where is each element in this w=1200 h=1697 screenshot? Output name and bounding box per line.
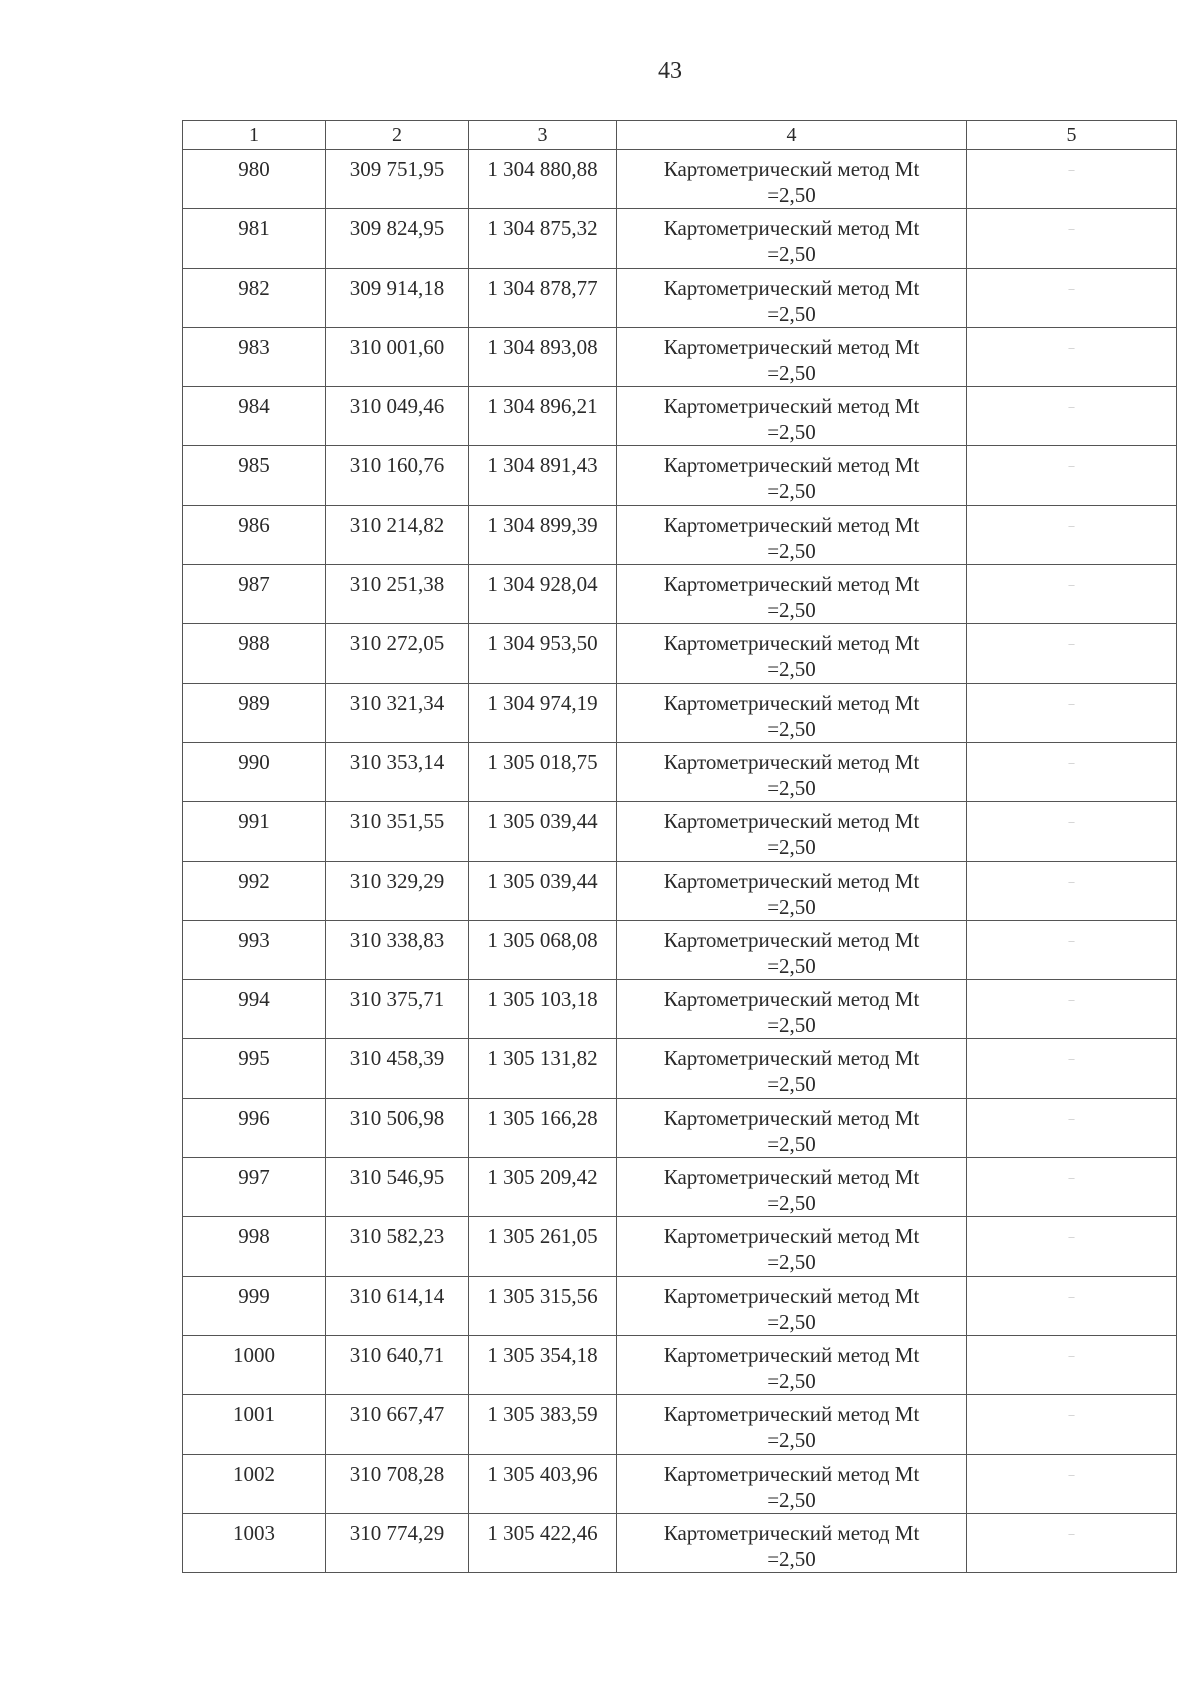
coordinate-y: 1 305 039,44 bbox=[469, 861, 617, 920]
method-accuracy: =2,50 bbox=[767, 1013, 816, 1038]
table-header bbox=[183, 121, 1177, 150]
coordinate-y: 1 305 261,05 bbox=[469, 1217, 617, 1276]
method-cell bbox=[617, 802, 967, 861]
coordinates-table bbox=[182, 120, 1177, 1573]
coordinate-y: 1 305 103,18 bbox=[469, 980, 617, 1039]
method-cell bbox=[617, 327, 967, 386]
note-cell: – bbox=[967, 1454, 1177, 1513]
method-label: Картометрический метод Mt bbox=[663, 216, 920, 241]
table-row bbox=[183, 1158, 1177, 1217]
coordinate-y: 1 305 354,18 bbox=[469, 1335, 617, 1394]
method-accuracy: =2,50 bbox=[767, 894, 816, 919]
method-cell bbox=[617, 1158, 967, 1217]
method-cell bbox=[617, 1039, 967, 1098]
coordinate-y: 1 304 928,04 bbox=[469, 565, 617, 624]
point-number: 995 bbox=[183, 1039, 326, 1098]
coordinate-x: 310 338,83 bbox=[326, 920, 469, 979]
table-row bbox=[183, 565, 1177, 624]
table-row bbox=[183, 742, 1177, 801]
note-cell: – bbox=[967, 1039, 1177, 1098]
point-number: 1002 bbox=[183, 1454, 326, 1513]
coordinate-y: 1 305 422,46 bbox=[469, 1513, 617, 1572]
coordinate-y: 1 304 893,08 bbox=[469, 327, 617, 386]
method-label: Картометрический метод Mt bbox=[663, 1105, 920, 1130]
coordinate-x: 310 001,60 bbox=[326, 327, 469, 386]
note-cell: – bbox=[967, 1098, 1177, 1157]
note-cell: – bbox=[967, 742, 1177, 801]
coordinate-y: 1 305 018,75 bbox=[469, 742, 617, 801]
coordinate-y: 1 304 880,88 bbox=[469, 150, 617, 209]
coordinate-x: 310 049,46 bbox=[326, 387, 469, 446]
method-label: Картометрический метод Mt bbox=[663, 1165, 920, 1190]
point-number: 1003 bbox=[183, 1513, 326, 1572]
note-cell: – bbox=[967, 1158, 1177, 1217]
method-label: Картометрический метод Mt bbox=[663, 334, 920, 359]
coordinate-y: 1 305 403,96 bbox=[469, 1454, 617, 1513]
coordinate-x: 310 351,55 bbox=[326, 802, 469, 861]
method-label: Картометрический метод Mt bbox=[663, 927, 920, 952]
header-row bbox=[183, 121, 1177, 150]
point-number: 1000 bbox=[183, 1335, 326, 1394]
method-cell bbox=[617, 505, 967, 564]
coordinate-y: 1 304 878,77 bbox=[469, 268, 617, 327]
coordinate-x: 309 751,95 bbox=[326, 150, 469, 209]
method-label: Картометрический метод Mt bbox=[663, 1046, 920, 1071]
point-number: 994 bbox=[183, 980, 326, 1039]
table-row bbox=[183, 150, 1177, 209]
method-cell bbox=[617, 1217, 967, 1276]
method-label: Картометрический метод Mt bbox=[663, 512, 920, 537]
coordinate-x: 310 321,34 bbox=[326, 683, 469, 742]
method-label: Картометрический метод Mt bbox=[663, 572, 920, 597]
point-number: 980 bbox=[183, 150, 326, 209]
method-cell bbox=[617, 565, 967, 624]
coordinate-x: 310 353,14 bbox=[326, 742, 469, 801]
coordinate-y: 1 305 209,42 bbox=[469, 1158, 617, 1217]
point-number: 999 bbox=[183, 1276, 326, 1335]
table-row bbox=[183, 1454, 1177, 1513]
header-col-2: 2 bbox=[326, 121, 469, 150]
method-accuracy: =2,50 bbox=[767, 1487, 816, 1512]
coordinate-x: 310 582,23 bbox=[326, 1217, 469, 1276]
coordinate-x: 310 251,38 bbox=[326, 565, 469, 624]
method-accuracy: =2,50 bbox=[767, 1191, 816, 1216]
coordinate-x: 310 640,71 bbox=[326, 1335, 469, 1394]
coordinate-x: 310 546,95 bbox=[326, 1158, 469, 1217]
method-cell bbox=[617, 1454, 967, 1513]
note-cell: – bbox=[967, 505, 1177, 564]
coordinate-y: 1 305 039,44 bbox=[469, 802, 617, 861]
method-accuracy: =2,50 bbox=[767, 953, 816, 978]
method-accuracy: =2,50 bbox=[767, 775, 816, 800]
coordinate-x: 309 914,18 bbox=[326, 268, 469, 327]
method-cell bbox=[617, 387, 967, 446]
point-number: 988 bbox=[183, 624, 326, 683]
coordinate-y: 1 304 896,21 bbox=[469, 387, 617, 446]
table-row bbox=[183, 1098, 1177, 1157]
method-accuracy: =2,50 bbox=[767, 1368, 816, 1393]
coordinate-y: 1 304 953,50 bbox=[469, 624, 617, 683]
table-row bbox=[183, 446, 1177, 505]
point-number: 981 bbox=[183, 209, 326, 268]
method-label: Картометрический метод Mt bbox=[663, 1224, 920, 1249]
table-row bbox=[183, 802, 1177, 861]
method-cell bbox=[617, 683, 967, 742]
method-cell bbox=[617, 1098, 967, 1157]
coordinate-y: 1 305 131,82 bbox=[469, 1039, 617, 1098]
coordinate-y: 1 304 899,39 bbox=[469, 505, 617, 564]
note-cell: – bbox=[967, 1335, 1177, 1394]
method-accuracy: =2,50 bbox=[767, 360, 816, 385]
point-number: 983 bbox=[183, 327, 326, 386]
table-row bbox=[183, 1276, 1177, 1335]
page-number: 43 bbox=[658, 58, 682, 84]
coordinate-x: 310 774,29 bbox=[326, 1513, 469, 1572]
point-number: 993 bbox=[183, 920, 326, 979]
note-cell: – bbox=[967, 327, 1177, 386]
coordinate-y: 1 304 974,19 bbox=[469, 683, 617, 742]
method-accuracy: =2,50 bbox=[767, 1309, 816, 1334]
point-number: 984 bbox=[183, 387, 326, 446]
coordinate-x: 310 506,98 bbox=[326, 1098, 469, 1157]
table-row bbox=[183, 683, 1177, 742]
coordinate-x: 310 329,29 bbox=[326, 861, 469, 920]
coordinate-y: 1 304 891,43 bbox=[469, 446, 617, 505]
coordinate-x: 310 214,82 bbox=[326, 505, 469, 564]
header-col-4: 4 bbox=[617, 121, 967, 150]
method-cell bbox=[617, 268, 967, 327]
coordinate-x: 310 160,76 bbox=[326, 446, 469, 505]
table-row bbox=[183, 505, 1177, 564]
method-accuracy: =2,50 bbox=[767, 1428, 816, 1453]
method-accuracy: =2,50 bbox=[767, 242, 816, 267]
coordinate-x: 310 667,47 bbox=[326, 1395, 469, 1454]
table-row bbox=[183, 268, 1177, 327]
method-accuracy: =2,50 bbox=[767, 301, 816, 326]
method-cell bbox=[617, 861, 967, 920]
method-label: Картометрический метод Mt bbox=[663, 157, 920, 181]
table-row bbox=[183, 624, 1177, 683]
point-number: 985 bbox=[183, 446, 326, 505]
note-cell: – bbox=[967, 683, 1177, 742]
coordinate-x: 310 375,71 bbox=[326, 980, 469, 1039]
method-accuracy: =2,50 bbox=[767, 1250, 816, 1275]
method-label: Картометрический метод Mt bbox=[663, 275, 920, 300]
method-label: Картометрический метод Mt bbox=[663, 1342, 920, 1367]
table-row bbox=[183, 980, 1177, 1039]
table-row bbox=[183, 1395, 1177, 1454]
coordinate-y: 1 305 315,56 bbox=[469, 1276, 617, 1335]
method-cell bbox=[617, 1335, 967, 1394]
table-row bbox=[183, 327, 1177, 386]
note-cell: – bbox=[967, 802, 1177, 861]
table-row bbox=[183, 1039, 1177, 1098]
coordinate-x: 310 272,05 bbox=[326, 624, 469, 683]
coordinate-x: 310 614,14 bbox=[326, 1276, 469, 1335]
coordinate-y: 1 304 875,32 bbox=[469, 209, 617, 268]
point-number: 990 bbox=[183, 742, 326, 801]
point-number: 1001 bbox=[183, 1395, 326, 1454]
method-accuracy: =2,50 bbox=[767, 1546, 816, 1571]
method-accuracy: =2,50 bbox=[767, 420, 816, 445]
header-col-1: 1 bbox=[183, 121, 326, 150]
method-label: Картометрический метод Mt bbox=[663, 1520, 920, 1545]
method-accuracy: =2,50 bbox=[767, 598, 816, 623]
method-cell bbox=[617, 1513, 967, 1572]
method-cell bbox=[617, 446, 967, 505]
table-row bbox=[183, 861, 1177, 920]
method-cell bbox=[617, 624, 967, 683]
table-row bbox=[183, 1513, 1177, 1572]
point-number: 991 bbox=[183, 802, 326, 861]
method-label: Картометрический метод Mt bbox=[663, 987, 920, 1012]
method-accuracy: =2,50 bbox=[767, 183, 816, 207]
note-cell: – bbox=[967, 1395, 1177, 1454]
method-accuracy: =2,50 bbox=[767, 538, 816, 563]
method-cell bbox=[617, 1395, 967, 1454]
point-number: 987 bbox=[183, 565, 326, 624]
point-number: 992 bbox=[183, 861, 326, 920]
method-cell bbox=[617, 150, 967, 209]
note-cell: – bbox=[967, 920, 1177, 979]
table-body bbox=[183, 150, 1177, 1573]
note-cell: – bbox=[967, 268, 1177, 327]
coordinate-x: 309 824,95 bbox=[326, 209, 469, 268]
note-cell: – bbox=[967, 624, 1177, 683]
coordinate-x: 310 708,28 bbox=[326, 1454, 469, 1513]
point-number: 998 bbox=[183, 1217, 326, 1276]
note-cell: – bbox=[967, 861, 1177, 920]
header-col-3: 3 bbox=[469, 121, 617, 150]
method-accuracy: =2,50 bbox=[767, 479, 816, 504]
table-row bbox=[183, 1217, 1177, 1276]
method-label: Картометрический метод Mt bbox=[663, 690, 920, 715]
method-accuracy: =2,50 bbox=[767, 1131, 816, 1156]
table-row bbox=[183, 1335, 1177, 1394]
note-cell: – bbox=[967, 1513, 1177, 1572]
note-cell: – bbox=[967, 209, 1177, 268]
note-cell: – bbox=[967, 1217, 1177, 1276]
point-number: 989 bbox=[183, 683, 326, 742]
method-accuracy: =2,50 bbox=[767, 657, 816, 682]
method-label: Картометрический метод Mt bbox=[663, 453, 920, 478]
coordinate-y: 1 305 068,08 bbox=[469, 920, 617, 979]
method-accuracy: =2,50 bbox=[767, 835, 816, 860]
method-label: Картометрический метод Mt bbox=[663, 1461, 920, 1486]
method-cell bbox=[617, 742, 967, 801]
method-label: Картометрический метод Mt bbox=[663, 394, 920, 419]
method-label: Картометрический метод Mt bbox=[663, 868, 920, 893]
point-number: 997 bbox=[183, 1158, 326, 1217]
note-cell: – bbox=[967, 150, 1177, 209]
method-label: Картометрический метод Mt bbox=[663, 1402, 920, 1427]
note-cell: – bbox=[967, 387, 1177, 446]
note-cell: – bbox=[967, 446, 1177, 505]
coordinate-x: 310 458,39 bbox=[326, 1039, 469, 1098]
note-cell: – bbox=[967, 980, 1177, 1039]
coordinate-y: 1 305 383,59 bbox=[469, 1395, 617, 1454]
method-accuracy: =2,50 bbox=[767, 716, 816, 741]
method-accuracy: =2,50 bbox=[767, 1072, 816, 1097]
table-row bbox=[183, 920, 1177, 979]
method-label: Картометрический метод Mt bbox=[663, 749, 920, 774]
point-number: 986 bbox=[183, 505, 326, 564]
method-label: Картометрический метод Mt bbox=[663, 1283, 920, 1308]
note-cell: – bbox=[967, 565, 1177, 624]
note-cell: – bbox=[967, 1276, 1177, 1335]
method-label: Картометрический метод Mt bbox=[663, 809, 920, 834]
method-cell bbox=[617, 1276, 967, 1335]
table-row bbox=[183, 387, 1177, 446]
method-cell bbox=[617, 980, 967, 1039]
method-cell bbox=[617, 920, 967, 979]
method-label: Картометрический метод Mt bbox=[663, 631, 920, 656]
point-number: 996 bbox=[183, 1098, 326, 1157]
method-cell bbox=[617, 209, 967, 268]
header-col-5: 5 bbox=[967, 121, 1177, 150]
coordinate-y: 1 305 166,28 bbox=[469, 1098, 617, 1157]
point-number: 982 bbox=[183, 268, 326, 327]
table-row bbox=[183, 209, 1177, 268]
